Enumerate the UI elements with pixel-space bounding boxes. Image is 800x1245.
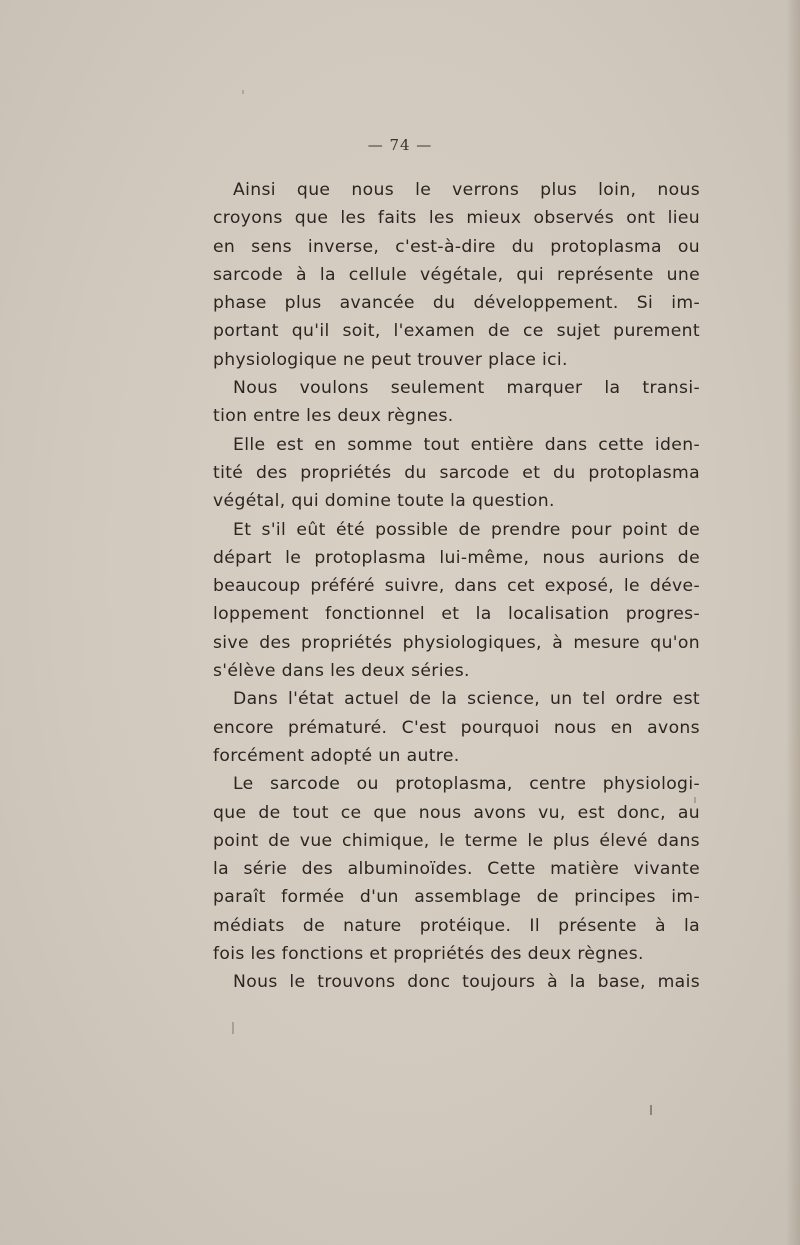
text-line: portant qu'il soit, l'examen de ce sujet purement	[213, 321, 700, 342]
text-line: végétal, qui domine toute la question.	[213, 491, 555, 512]
text-line: physiologique ne peut trouver place ici.	[213, 349, 568, 370]
page-number: — 74 —	[367, 136, 433, 154]
text-line: Elle est en somme tout entière dans cette iden-	[233, 434, 700, 455]
text-line: la série des albuminoïdes. Cette matière vivante	[213, 859, 700, 880]
text-line: forcément adopté un autre.	[213, 745, 460, 766]
text-line: tité des propriétés du sarcode et du protoplasma	[213, 462, 700, 483]
text-line: s'élève dans les deux séries.	[213, 661, 470, 682]
text-line: point de vue chimique, le terme le plus élevé dans	[213, 830, 700, 851]
text-line: encore prématuré. C'est pourquoi nous en avons	[213, 717, 700, 738]
text-line: tion entre les deux règnes.	[213, 406, 454, 427]
text-line: croyons que les faits les mieux observés ont lieu	[213, 208, 700, 229]
text-line: paraît formée d'un assemblage de principes im-	[213, 887, 700, 908]
text-line: beaucoup préféré suivre, dans cet exposé, le déve-	[213, 576, 700, 597]
text-line: Nous le trouvons donc toujours à la base, mais	[233, 972, 700, 993]
text-line: fois les fonctions et propriétés des deux règnes.	[213, 944, 644, 965]
text-line: médiats de nature protéique. Il présente à la	[213, 915, 700, 936]
text-line: sive des propriétés physiologiques, à mesure qu'on	[213, 632, 700, 653]
body-text	[213, 176, 700, 997]
text-line: loppement fonctionnel et la localisation progres-	[213, 604, 700, 625]
text-line: en sens inverse, c'est-à-dire du protoplasma ou	[213, 236, 700, 257]
text-line: sarcode à la cellule végétale, qui représente une	[213, 264, 700, 285]
text-line: phase plus avancée du développement. Si im-	[213, 293, 700, 314]
text-line: départ le protoplasma lui-même, nous aurions de	[213, 547, 700, 568]
text-line: que de tout ce que nous avons vu, est donc, au	[213, 802, 700, 823]
text-line: Nous voulons seulement marquer la transi-	[233, 378, 700, 399]
text-line: Le sarcode ou protoplasma, centre physiologi-	[233, 774, 700, 795]
text-line: Dans l'état actuel de la science, un tel ordre est	[233, 689, 700, 710]
text-line: Et s'il eût été possible de prendre pour point de	[233, 519, 700, 540]
text-line: Ainsi que nous le verrons plus loin, nous	[233, 180, 700, 200]
